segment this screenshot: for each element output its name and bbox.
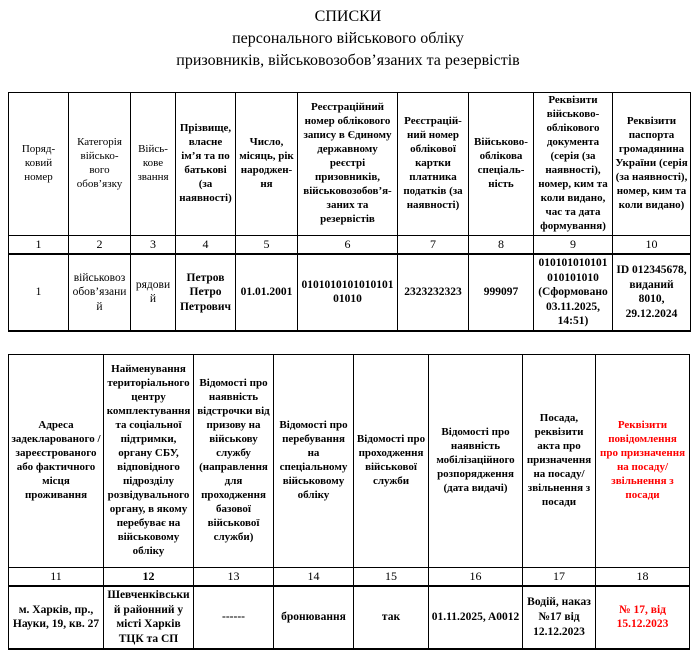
- t2-header-c17: Посада, реквізити акта про призначення на посаду/ звільнення з посади: [523, 354, 596, 567]
- t1-value-c10: ID 012345678, виданий 8010, 29.12.2024: [613, 254, 691, 331]
- t1-header-c6: Реєстраційний номер облікового запису в Єдиному державному реєстрі призовників, військовозобов’я-заних та резервістів: [298, 93, 398, 236]
- t2-value-c14: бронювання: [274, 586, 354, 648]
- t1-header-c8: Військово-облікова спеціаль-ність: [469, 93, 534, 236]
- title-line-3: призовників, військовозобов’язаних та резервістів: [176, 52, 520, 69]
- t2-number-c13: 13: [194, 567, 274, 586]
- t2-value-c13: ------: [194, 586, 274, 648]
- t1-number-c1: 1: [9, 235, 69, 254]
- t2-number-c12: 12: [104, 567, 194, 586]
- t2-header-c11: Адреса задекларованого / зареєстрованого або фактичного місця проживання: [9, 354, 104, 567]
- registry-table-lower: [8, 354, 690, 650]
- document-title: [0, 0, 696, 72]
- t2-header-c18: Реквізити повідомлення про призначення на посаду/ звільнення з посади: [596, 354, 690, 567]
- t1-value-c9: 010101010101010101010 (Сформовано 03.11.2025, 14:51): [534, 254, 613, 331]
- t1-value-c1: 1: [9, 254, 69, 331]
- t1-value-c4: Петров Петро Петрович: [176, 254, 236, 331]
- t2-number-c18: 18: [596, 567, 690, 586]
- t2-value-c15: так: [354, 586, 429, 648]
- t1-value-c8: 999097: [469, 254, 534, 331]
- t1-number-c8: 8: [469, 235, 534, 254]
- t2-data-row: [9, 586, 690, 648]
- t1-value-c7: 2323232323: [398, 254, 469, 331]
- t1-number-c7: 7: [398, 235, 469, 254]
- t1-header-c10: Реквізити паспорта громадянина України (серія (за наявності), номер, ким та коли видано): [613, 93, 691, 236]
- t2-number-row: [9, 567, 690, 586]
- t2-value-c17: Водій, наказ №17 від 12.12.2023: [523, 586, 596, 648]
- t2-header-c12: Найменування територіального центру комплектування та соціальної підтримки, органу СБУ, відповідного підрозділу розвідувального органу, в якому перебуває на військовому обліку: [104, 354, 194, 567]
- t2-number-c11: 11: [9, 567, 104, 586]
- t1-number-c10: 10: [613, 235, 691, 254]
- t1-number-c6: 6: [298, 235, 398, 254]
- t1-value-c2: військовозобов’язаний: [69, 254, 131, 331]
- t1-number-c2: 2: [69, 235, 131, 254]
- t2-value-c12: Шевченківський районний у місті Харків ТЦК та СП: [104, 586, 194, 648]
- t2-header-c15: Відомості про проходження військової служби: [354, 354, 429, 567]
- t1-header-c2: Категорія військо-вого обов’язку: [69, 93, 131, 236]
- title-line-2: персонального військового обліку: [232, 30, 464, 47]
- t1-number-c5: 5: [236, 235, 298, 254]
- t2-number-c16: 16: [429, 567, 523, 586]
- t1-header-c5: Число, місяць, рік народжен-ня: [236, 93, 298, 236]
- t2-number-c17: 17: [523, 567, 596, 586]
- registry-table-upper: [8, 92, 691, 332]
- t1-value-c6: 010101010101010101010: [298, 254, 398, 331]
- t2-number-c15: 15: [354, 567, 429, 586]
- t1-header-c3: Війсь-кове звання: [131, 93, 176, 236]
- t2-header-c13: Відомості про наявність відстрочки від призову на військову службу (направлення для проходження базової військової служби): [194, 354, 274, 567]
- t1-header-c4: Прізвище, власне ім’я та по батькові (за наявності): [176, 93, 236, 236]
- title-line-1: СПИСКИ: [314, 8, 382, 25]
- t1-number-row: [9, 235, 691, 254]
- t1-header-row: [9, 93, 691, 236]
- t1-value-c5: 01.01.2001: [236, 254, 298, 331]
- t1-number-c4: 4: [176, 235, 236, 254]
- t1-header-c7: Реєстрацій-ний номер облікової картки платника податків (за наявності): [398, 93, 469, 236]
- t2-header-c16: Відомості про наявність мобілізаційного розпорядження (дата видачі): [429, 354, 523, 567]
- t2-value-c11: м. Харків, пр., Науки, 19, кв. 27: [9, 586, 104, 648]
- t1-number-c9: 9: [534, 235, 613, 254]
- t2-value-c16: 01.11.2025, A0012: [429, 586, 523, 648]
- t2-header-row: [9, 354, 690, 567]
- t2-number-c14: 14: [274, 567, 354, 586]
- t1-header-c9: Реквізити військово-облікового документа (серія (за наявності), номер, ким та коли видано, час та дата формування): [534, 93, 613, 236]
- t1-header-c1: Поряд-ковий номер: [9, 93, 69, 236]
- t2-header-c14: Відомості про перебування на спеціальному військовому обліку: [274, 354, 354, 567]
- t1-number-c3: 3: [131, 235, 176, 254]
- t2-value-c18: № 17, від 15.12.2023: [596, 586, 690, 648]
- t1-value-c3: рядовий: [131, 254, 176, 331]
- t1-data-row: [9, 254, 691, 331]
